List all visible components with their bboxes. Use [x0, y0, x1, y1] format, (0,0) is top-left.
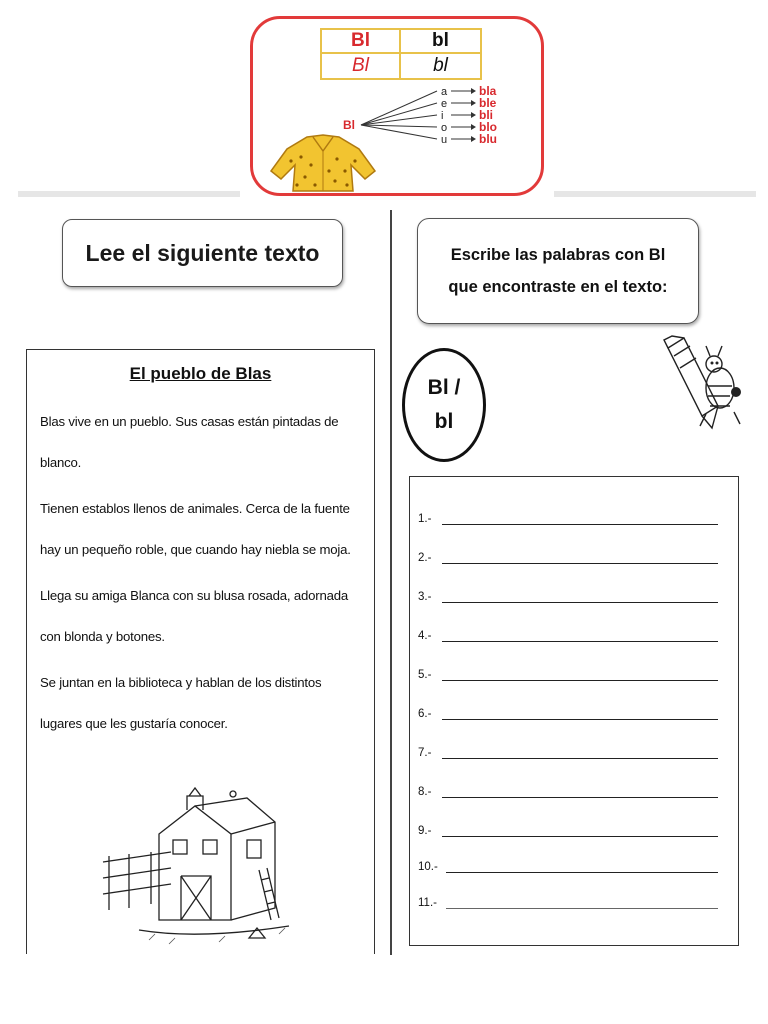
- story-paragraph-2: Tienen establos llenos de animales. Cerca de la fuente hay un pequeño roble, que cuando hay niebla se moja.: [40, 501, 351, 557]
- syllable-arrows: [451, 91, 471, 139]
- instruction-text: Escribe las palabras con Bl que encontraste en el texto:: [448, 246, 668, 296]
- story-title: El pueblo de Blas: [129, 364, 272, 383]
- barn-illustration: [99, 770, 299, 955]
- syllable-root: Bl: [343, 118, 355, 132]
- header-rule-right: [554, 191, 756, 197]
- answer-line-2[interactable]: [418, 546, 718, 566]
- blouse-illustration: [267, 131, 379, 195]
- story-paragraph-4: Se juntan en la biblioteca y hablan de los distintos lugares que les gustaría conocer.: [40, 675, 322, 731]
- instruction-box: [417, 218, 699, 324]
- answer-line-8[interactable]: [418, 780, 718, 800]
- story-paragraph-1: Blas vive en un pueblo. Sus casas están pintadas de blanco.: [40, 414, 339, 470]
- vowel-i: i: [441, 110, 444, 122]
- answer-line-1[interactable]: [418, 507, 718, 527]
- read-title-box: [62, 219, 343, 287]
- column-divider: [390, 210, 392, 955]
- answer-line-11[interactable]: [418, 891, 718, 911]
- answer-line-number: 5.-: [418, 669, 432, 681]
- bl-badge: [402, 348, 486, 462]
- vowel-e: e: [441, 98, 448, 110]
- answer-line-6[interactable]: [418, 702, 718, 722]
- answer-line-number: 9.-: [418, 825, 432, 837]
- answer-line-number: 6.-: [418, 708, 432, 720]
- answer-line-9[interactable]: [418, 819, 718, 839]
- answer-line-5[interactable]: [418, 663, 718, 683]
- answer-line-number: 4.-: [418, 630, 432, 642]
- syllable-bla: bla: [479, 84, 497, 98]
- answer-line-number: 11.-: [418, 897, 437, 909]
- bl-badge-line2: bl: [434, 410, 454, 433]
- bug-pencil-illustration: [662, 334, 746, 432]
- answer-line-10[interactable]: [418, 855, 718, 875]
- syllable-blo: blo: [479, 120, 497, 134]
- vowel-a: a: [441, 86, 448, 98]
- answer-lines-box: [409, 476, 739, 946]
- answer-line-number: 2.-: [418, 552, 432, 564]
- syllable-ble: ble: [479, 96, 497, 110]
- header-card: [250, 16, 544, 196]
- story-box: [26, 349, 375, 954]
- answer-line-number: 10.-: [418, 861, 438, 873]
- syllable-blu: blu: [479, 132, 497, 146]
- answer-line-3[interactable]: [418, 585, 718, 605]
- cursive-lower: bl: [433, 55, 448, 76]
- bl-badge-line1: Bl /: [427, 376, 461, 399]
- header-rule-left: [18, 191, 240, 197]
- answer-line-number: 1.-: [418, 513, 432, 525]
- answer-line-7[interactable]: [418, 741, 718, 761]
- vowel-o: o: [441, 122, 448, 134]
- cursive-upper: Bl: [322, 54, 401, 78]
- answer-line-number: 8.-: [418, 786, 432, 798]
- answer-line-4[interactable]: [418, 624, 718, 644]
- letter-grid: [320, 28, 482, 80]
- story-paragraph-3: Llega su amiga Blanca con su blusa rosada, adornada con blonda y botones.: [40, 588, 348, 644]
- syllable-bli: bli: [479, 108, 493, 122]
- read-title: Lee el siguiente texto: [85, 239, 320, 266]
- print-upper: Bl: [322, 30, 401, 54]
- answer-line-number: 7.-: [418, 747, 432, 759]
- vowel-u: u: [441, 134, 448, 146]
- answer-line-number: 3.-: [418, 591, 432, 603]
- print-lower: bl: [401, 30, 480, 54]
